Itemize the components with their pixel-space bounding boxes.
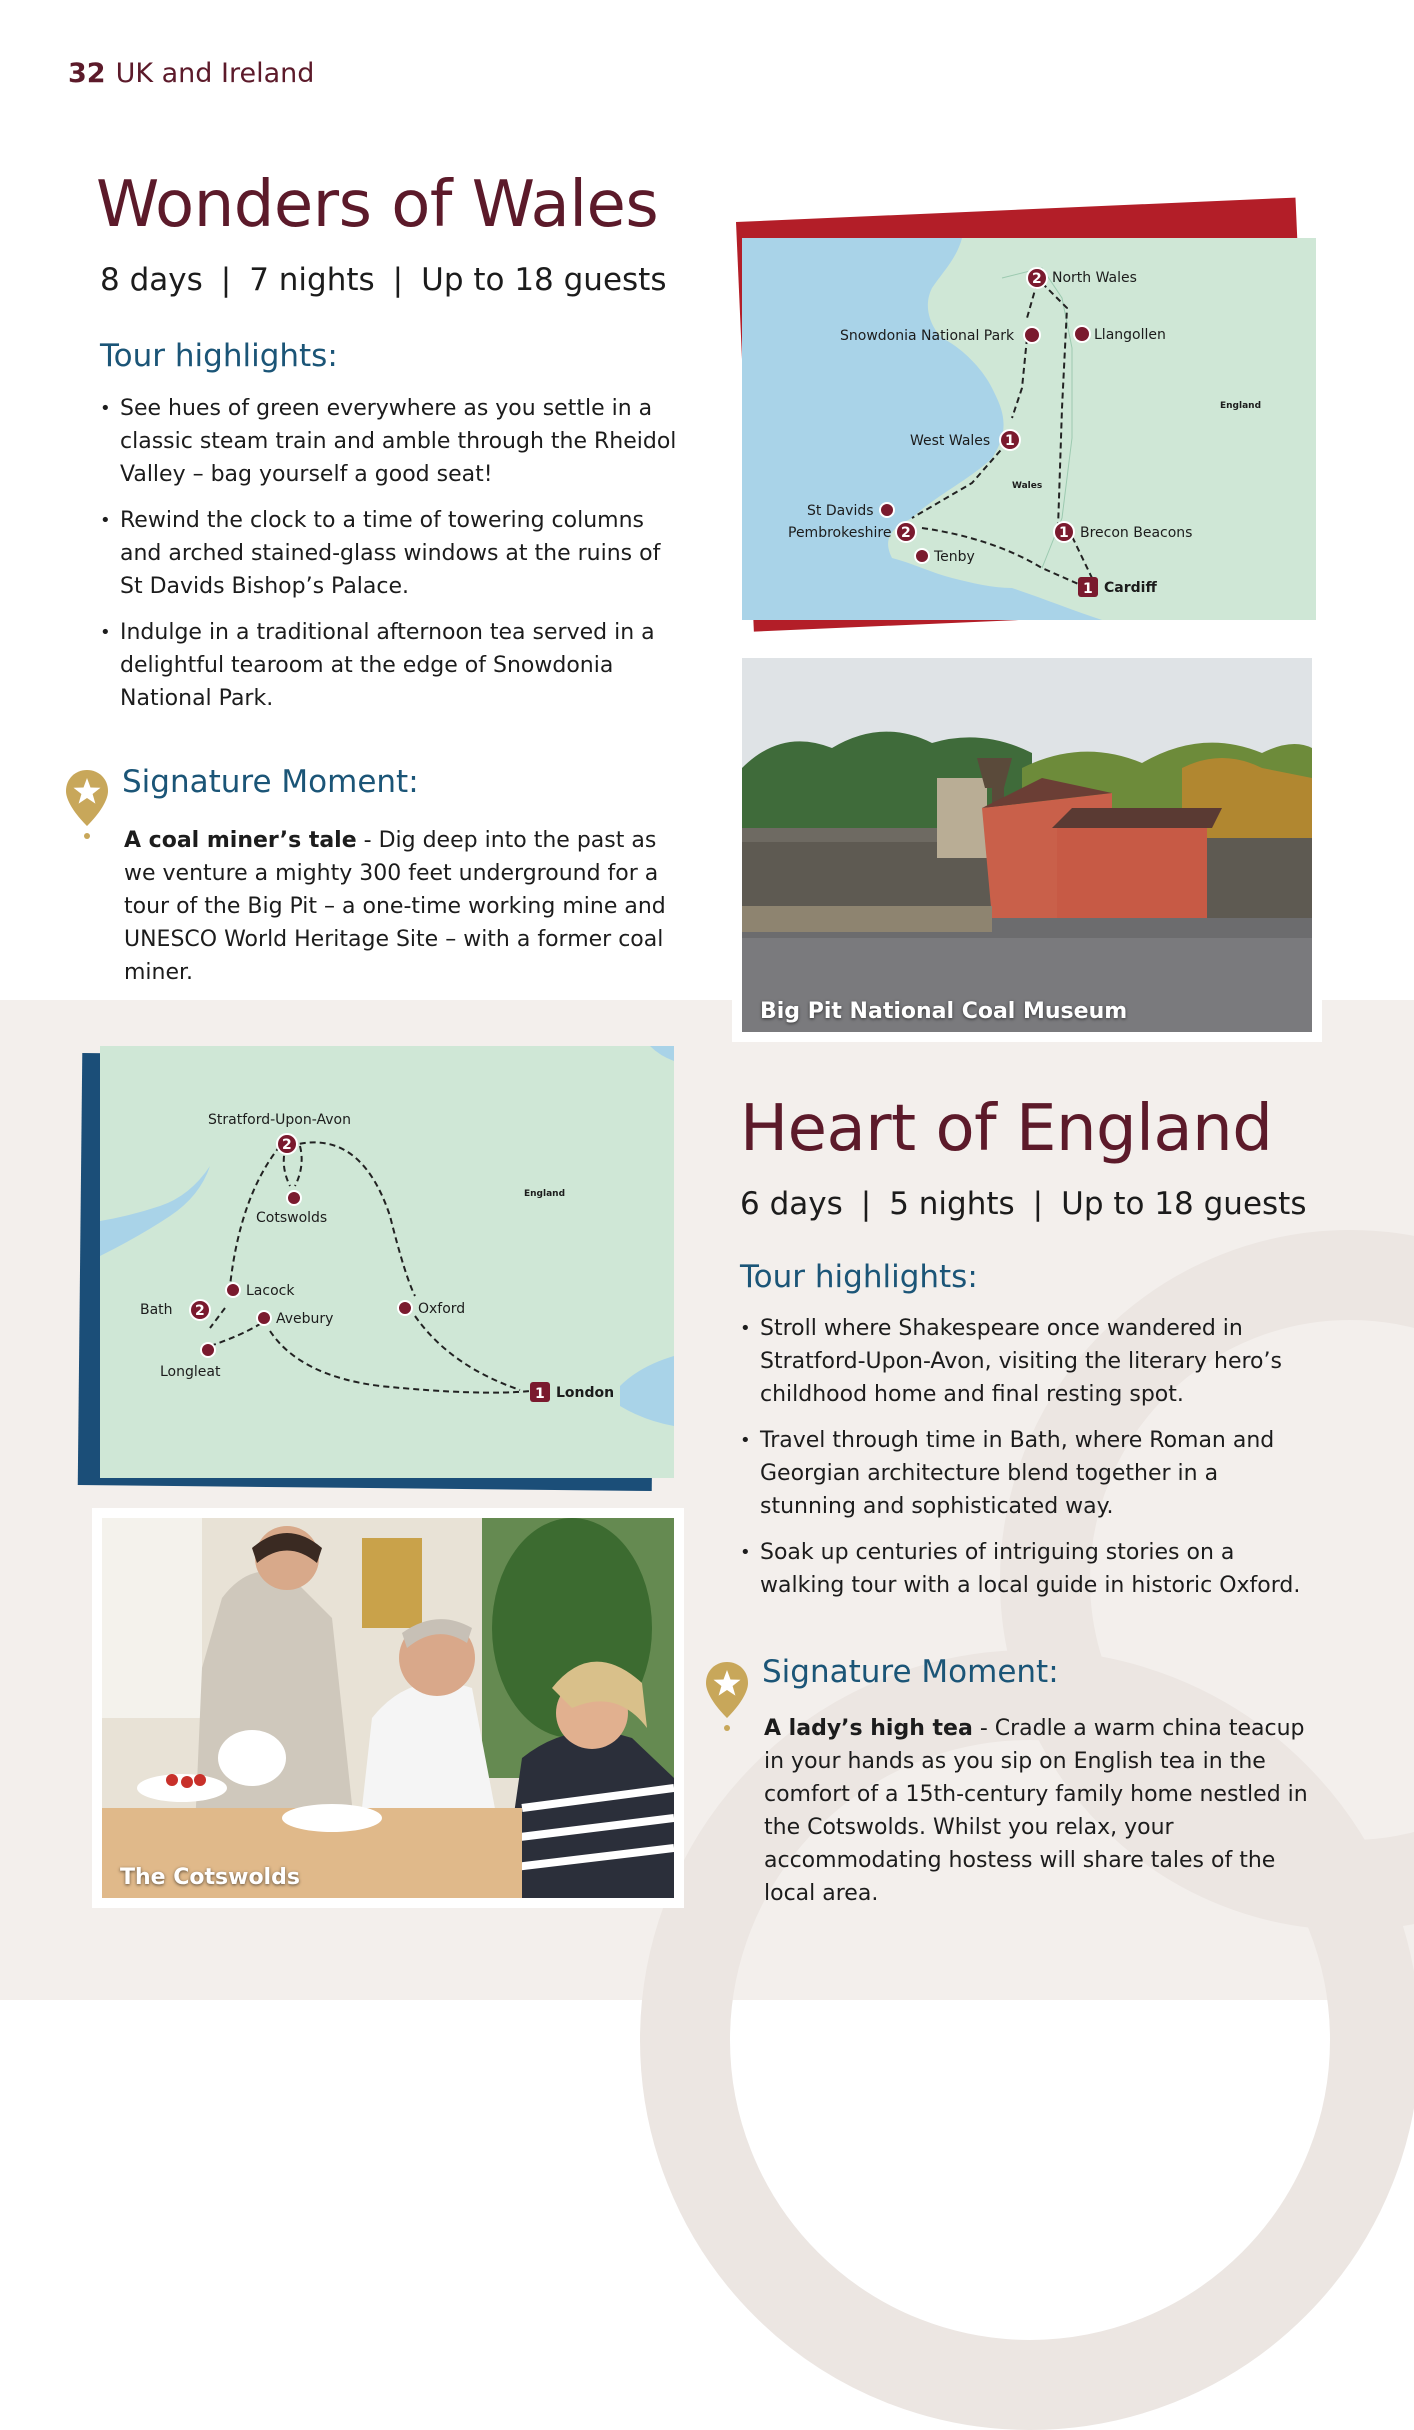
map-label: St Davids bbox=[807, 503, 874, 519]
map-pin-lacock bbox=[226, 1283, 240, 1297]
pin-badge: 1 bbox=[535, 1386, 545, 1402]
cotswolds-photo bbox=[92, 1508, 684, 1908]
map-label: Avebury bbox=[276, 1311, 334, 1327]
highlights-list bbox=[740, 1312, 1320, 1615]
signature-heading: Signature Moment: bbox=[122, 764, 419, 800]
star-pin-icon bbox=[64, 768, 110, 848]
tour-meta: 6 days | 5 nights | Up to 18 guests bbox=[740, 1186, 1307, 1222]
list-item: • Stroll where Shakespeare once wandered in Stratford-Upon-Avon, visiting the literary hero’s childhood home and final resting spot. bbox=[740, 1312, 1320, 1411]
photo-caption: The Cotswolds bbox=[120, 1865, 300, 1890]
highlights-heading: Tour highlights: bbox=[740, 1259, 978, 1295]
tour-meta: 8 days | 7 nights | Up to 18 guests bbox=[100, 262, 667, 298]
signature-heading: Signature Moment: bbox=[762, 1654, 1059, 1690]
signature-lead: A coal miner’s tale bbox=[124, 828, 357, 853]
map-label: England bbox=[1220, 401, 1262, 411]
list-item: • Rewind the clock to a time of towering columns and arched stained-glass windows at the ruins of St Davids Bishop’s Palace. bbox=[100, 504, 680, 603]
tour-days: 6 days bbox=[740, 1186, 843, 1222]
tour-days: 8 days bbox=[100, 262, 203, 298]
map-label: Brecon Beacons bbox=[1080, 525, 1193, 541]
pin-badge: 2 bbox=[195, 1303, 205, 1319]
wales-map bbox=[716, 222, 1286, 614]
signature-body: - Cradle a warm china teacup in your hands as you sip on English tea in the comfort of a 15th-century family home nestled in the Cotswolds. Whilst you relax, your accommodating hostess will share tales of the local area. bbox=[764, 1716, 1308, 1906]
map-label: Longleat bbox=[160, 1364, 221, 1380]
pin-badge: 1 bbox=[1059, 525, 1069, 541]
map-label: Wales bbox=[1012, 481, 1043, 491]
page-header bbox=[68, 58, 314, 89]
pin-badge: 2 bbox=[282, 1137, 292, 1153]
map-pin-st-davids bbox=[880, 503, 894, 517]
photo-caption: Big Pit National Coal Museum bbox=[760, 999, 1128, 1024]
map-label: West Wales bbox=[910, 433, 991, 449]
pin-badge: 1 bbox=[1005, 433, 1015, 449]
map-pin-snowdonia bbox=[1024, 327, 1040, 343]
big-pit-photo bbox=[732, 648, 1322, 1042]
map-label: North Wales bbox=[1052, 270, 1137, 286]
map-label: Stratford-Upon-Avon bbox=[208, 1112, 351, 1128]
tour-guests: Up to 18 guests bbox=[421, 262, 667, 298]
map-label: Pembrokeshire bbox=[788, 525, 892, 541]
tour-nights: 5 nights bbox=[889, 1186, 1015, 1222]
england-map bbox=[76, 1046, 676, 1498]
page-number: 32 bbox=[68, 58, 106, 89]
list-item: • Travel through time in Bath, where Roman and Georgian architecture blend together in a stunning and sophisticated way. bbox=[740, 1424, 1320, 1523]
signature-text bbox=[764, 1712, 1324, 1910]
map-label: Oxford bbox=[418, 1301, 466, 1317]
list-item: • Soak up centuries of intriguing stories on a walking tour with a local guide in historic Oxford. bbox=[740, 1536, 1320, 1602]
map-label: Cotswolds bbox=[256, 1210, 328, 1226]
signature-lead: A lady’s high tea bbox=[764, 1716, 973, 1741]
map-label: Lacock bbox=[246, 1283, 295, 1299]
tour-title: Wonders of Wales bbox=[96, 168, 659, 242]
star-pin-icon bbox=[704, 1660, 750, 1740]
map-label: Tenby bbox=[934, 549, 975, 565]
pin-badge: 2 bbox=[901, 525, 911, 541]
signature-text bbox=[124, 824, 694, 989]
list-item: • See hues of green everywhere as you settle in a classic steam train and amble through the Rheidol Valley – bag yourself a good seat! bbox=[100, 392, 680, 491]
tour-nights: 7 nights bbox=[249, 262, 375, 298]
map-label: Snowdonia National Park bbox=[840, 328, 1015, 344]
map-pin-tenby bbox=[915, 549, 929, 563]
highlights-list bbox=[100, 392, 680, 728]
map-pin-llangollen bbox=[1074, 326, 1090, 342]
map-label: London bbox=[556, 1385, 615, 1401]
map-label: Cardiff bbox=[1104, 580, 1157, 596]
pin-badge: 2 bbox=[1032, 271, 1042, 287]
tour-title: Heart of England bbox=[740, 1092, 1273, 1166]
photo-illustration bbox=[742, 658, 1312, 1032]
map-label: Bath bbox=[140, 1302, 173, 1318]
england-map-svg bbox=[100, 1046, 674, 1478]
photo-illustration bbox=[102, 1518, 674, 1898]
map-pin-cotswolds bbox=[287, 1191, 301, 1205]
tour-guests: Up to 18 guests bbox=[1061, 1186, 1307, 1222]
map-pin-avebury bbox=[257, 1311, 271, 1325]
list-item: • Indulge in a traditional afternoon tea served in a delightful tearoom at the edge of Snowdonia National Park. bbox=[100, 616, 680, 715]
signature-body: - Dig deep into the past as we venture a mighty 300 feet underground for a tour of the Big Pit – a one-time working mine and UNESCO World Heritage Site – with a former coal miner. bbox=[124, 828, 666, 985]
wales-map-svg bbox=[742, 238, 1316, 620]
map-label: England bbox=[524, 1189, 566, 1199]
highlights-heading: Tour highlights: bbox=[100, 338, 338, 374]
section-name: UK and Ireland bbox=[115, 58, 315, 89]
map-pin-longleat bbox=[201, 1343, 215, 1357]
map-pin-oxford bbox=[398, 1301, 412, 1315]
pin-badge: 1 bbox=[1083, 581, 1093, 597]
map-label: Llangollen bbox=[1094, 327, 1166, 343]
